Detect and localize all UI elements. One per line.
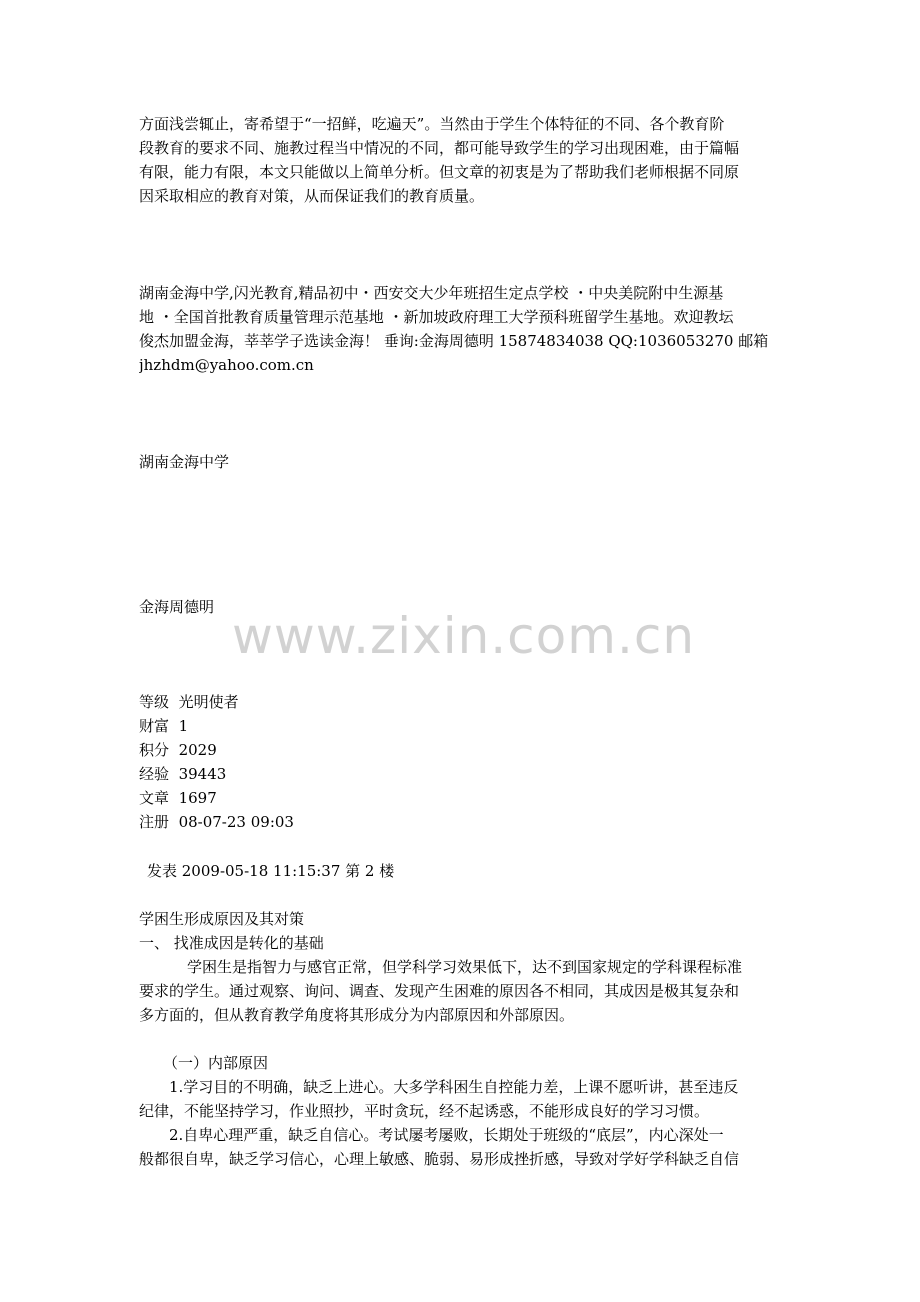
- profile-value: 光明使者: [178, 693, 239, 711]
- text-line: 湖南金海中学,闪光教育,精品初中・西安交大少年班招生定点学校 ・中央美院附中生源基: [139, 284, 724, 302]
- profile-label: 等级: [139, 693, 170, 711]
- paragraph-line: 般都很自卑，缺乏学习信心，心理上敏感、脆弱、易形成挫折感，导致对学好学科缺乏自信: [139, 1150, 740, 1168]
- author-name[interactable]: 金海周德明: [139, 598, 215, 616]
- profile-label: 积分: [139, 741, 170, 759]
- watermark: www.zixin.com.cn: [232, 607, 696, 665]
- profile-label: 财富: [139, 717, 170, 735]
- profile-value: 39443: [178, 765, 227, 783]
- email-link[interactable]: jhzhdm@yahoo.com.cn: [139, 356, 314, 374]
- profile-row-experience: [139, 762, 784, 786]
- profile-label: 经验: [139, 765, 170, 783]
- article: [139, 907, 784, 1171]
- paragraph-line: 纪律，不能坚持学习，作业照抄，平时贪玩，经不起诱惑，不能形成良好的学习习惯。: [139, 1102, 710, 1120]
- profile-row-articles: [139, 786, 784, 810]
- text-line: 有限，能力有限，本文只能做以上简单分析。但文章的初衷是为了帮助我们老师根据不同原: [139, 163, 740, 181]
- author-profile: [139, 690, 784, 834]
- spacer: [139, 1027, 784, 1051]
- text-line: 段教育的要求不同、施教过程当中情况的不同，都可能导致学生的学习出现困难，由于篇幅: [139, 139, 740, 157]
- paragraph-line: 要求的学生。通过观察、询问、调查、发现产生困难的原因各不相同，其成因是极其复杂和: [139, 982, 740, 1000]
- text-line: 因采取相应的教育对策，从而保证我们的教育质量。: [139, 187, 485, 205]
- article-title: 学困生形成原因及其对策: [139, 910, 305, 928]
- profile-value: 1: [178, 717, 189, 735]
- profile-label: 注册: [139, 813, 170, 831]
- profile-row-registered: [139, 810, 784, 834]
- profile-label: 文章: [139, 789, 170, 807]
- text-line: 地 ・全国首批教育质量管理示范基地 ・新加坡政府理工大学预科班留学生基地。欢迎教坛: [139, 308, 734, 326]
- profile-row-points: [139, 738, 784, 762]
- subsection-heading: （一）内部原因: [163, 1054, 269, 1072]
- paragraph-line: 学困生是指智力与感官正常，但学科学习效果低下，达不到国家规定的学科课程标准: [187, 958, 743, 976]
- school-name: 湖南金海中学: [139, 453, 230, 471]
- intro-paragraph: [139, 112, 784, 208]
- profile-value: 1697: [178, 789, 217, 807]
- profile-row-wealth: [139, 714, 784, 738]
- signature-block: [139, 281, 784, 377]
- profile-value: 08-07-23 09:03: [178, 813, 294, 831]
- post-meta: 发表 2009-05-18 11:15:37 第 2 楼: [147, 862, 395, 880]
- paragraph-line: 2.自卑心理严重，缺乏自信心。考试屡考屡败，长期处于班级的“底层”，内心深处一: [169, 1126, 724, 1144]
- text-line: 俊杰加盟金海，莘莘学子选读金海！ 垂询:金海周德明 15874834038 QQ:1036053270 邮箱: [139, 332, 769, 350]
- section-heading: 一、 找准成因是转化的基础: [139, 934, 324, 952]
- text-line: 方面浅尝辄止，寄希望于“一招鲜，吃遍天”。当然由于学生个体特征的不同、各个教育阶: [139, 115, 725, 133]
- profile-row-level: [139, 690, 784, 714]
- profile-value: 2029: [178, 741, 217, 759]
- paragraph-line: 多方面的，但从教育教学角度将其形成分为内部原因和外部原因。: [139, 1006, 575, 1024]
- paragraph-line: 1.学习目的不明确，缺乏上进心。大多学科困生自控能力差，上课不愿听讲，甚至违反: [169, 1078, 739, 1096]
